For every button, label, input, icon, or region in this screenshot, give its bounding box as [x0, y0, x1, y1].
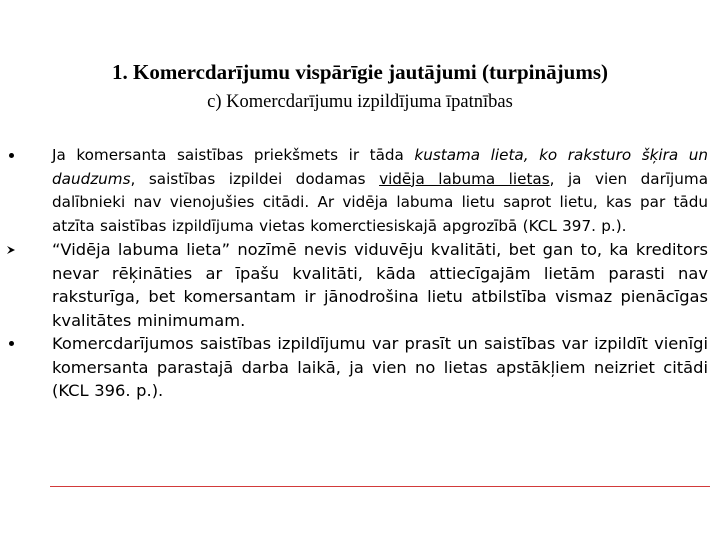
bullet-1-part-3: , saistības izpildei dodamas: [130, 169, 380, 188]
bullet-text-3: Komercdarījumos saistības izpildījumu var prasīt un saistības var izpildīt vienīgi komersanta parastajā darba laikā, ja vien no lietas apstākļiem neizriet citādi (KCL 396. p.).: [52, 334, 708, 400]
bullet-1-underlined-phrase: vidēja labuma lietas: [379, 169, 550, 188]
bullet-item-3: [0, 332, 720, 403]
bullet-1-part-1: Ja komersanta saistības priekšmets ir tāda: [52, 146, 415, 164]
bullet-1-italic-phrase: kustama lieta, ko raksturo šķira un daudzums: [52, 146, 708, 188]
bullet-dot-icon: [4, 144, 18, 168]
bullet-text-1: [52, 144, 708, 238]
bullet-list: [0, 144, 720, 403]
bullet-item-2: [0, 238, 720, 332]
bullet-text-2: “Vidēja labuma lieta” nozīmē nevis viduvēju kvalitāti, bet gan to, ka kreditors nevar rēķināties ar īpašu kvalitāti, kāda attiecīgajām lietām parasti nav raksturīga, bet komersantam ir jānodrošina lietu atbilstība vismaz pienācīgas kvalitātes minimumam.: [52, 240, 708, 330]
slide-title: 1. Komercdarījumu vispārīgie jautājumi (turpinājums): [111, 60, 608, 84]
bullet-1-part-5: , ja vien darījuma dalībnieki nav vienojušies citādi. Ar vidēja labuma lietu saprot lietu, kas par tādu atzīta saistības izpildījuma vietas komerctiesiskajā apgrozībā (KCL 397. p.).: [52, 169, 708, 235]
bullet-item-1: [0, 144, 720, 238]
bottom-rule: [50, 486, 710, 487]
bullet-dot-icon: [4, 332, 18, 356]
slide-subtitle: c) Komercdarījumu izpildījuma īpatnības: [207, 92, 513, 112]
arrow-bullet-icon: [4, 238, 18, 262]
